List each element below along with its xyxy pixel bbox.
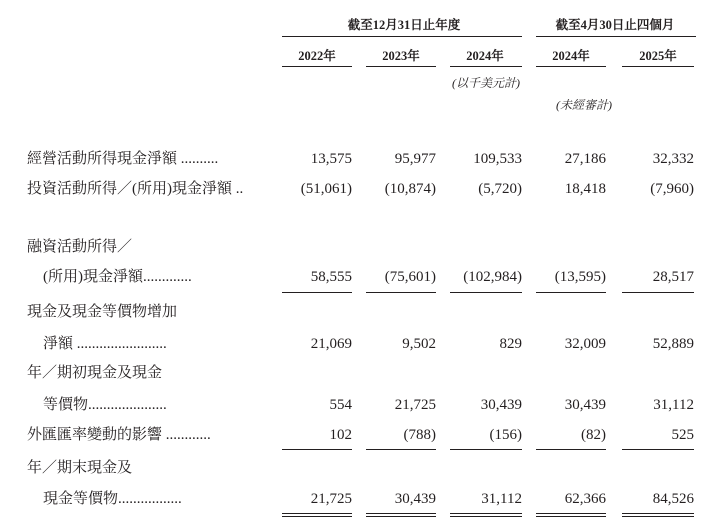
header-year-2024: 2024年 [466,49,504,63]
row-label-net-increase-1: 現金及現金等價物增加 [27,304,178,320]
cell-investing-2023: (10,874) [384,181,436,197]
header-group-annual-rule [282,36,522,37]
header-year-rule-3 [450,66,522,67]
header-group-interim-rule [536,36,696,37]
cell-closing-cash-2022: 21,725 [310,491,352,507]
closing-top-rule-5 [622,449,694,450]
row-label-investing: 投資活動所得／(所用)現金淨額 .. [27,181,244,197]
cell-closing-cash-2023: 30,439 [394,491,436,507]
cell-fx-effect-2023: (788) [403,427,436,443]
header-year-rule-2 [366,66,436,67]
cell-operating-2025-interim: 32,332 [652,151,694,167]
total-rule-b-1 [282,516,352,517]
header-year-rule-5 [622,66,694,67]
cell-net-increase-2023: 9,502 [402,336,436,352]
cell-net-increase-2025-interim: 52,889 [652,336,694,352]
cell-fx-effect-2024: (156) [489,427,522,443]
cell-opening-cash-2022: 554 [329,397,352,413]
row-label-closing-cash-2: 現金等價物................. [43,491,182,507]
cell-fx-effect-2025-interim: 525 [671,427,694,443]
cell-operating-2023: 95,977 [394,151,436,167]
total-rule-b-2 [366,516,436,517]
closing-top-rule-2 [366,449,436,450]
cell-operating-2024: 109,533 [473,151,522,167]
cell-net-increase-2022: 21,069 [310,336,352,352]
cell-closing-cash-2024: 31,112 [481,491,522,507]
cell-closing-cash-2025-interim: 84,526 [652,491,694,507]
cell-opening-cash-2024-interim: 30,439 [564,397,606,413]
cell-net-increase-2024: 829 [499,336,522,352]
cell-financing-2022: 58,555 [310,269,352,285]
total-rule-a-5 [622,513,694,514]
cell-investing-2025-interim: (7,960) [650,181,694,197]
cell-operating-2022: 13,575 [310,151,352,167]
total-rule-a-3 [450,513,522,514]
cell-fx-effect-2024-interim: (82) [581,427,606,443]
cell-financing-2025-interim: 28,517 [652,269,694,285]
unit-note: (以千美元計) [452,76,520,90]
subtotal-rule-1 [282,292,352,293]
unaudited-note: (未經審計) [556,98,612,112]
header-year-2024-interim: 2024年 [552,49,590,63]
header-group-annual: 截至12月31日止年度 [347,18,461,32]
total-rule-b-3 [450,516,522,517]
row-label-net-increase-2: 淨額 ........................ [43,336,167,352]
row-label-financing-2: (所用)現金淨額............. [43,269,192,285]
subtotal-rule-5 [622,292,694,293]
row-label-fx-effect: 外匯匯率變動的影響 ............ [27,427,211,443]
row-label-financing-1: 融資活動所得／ [27,239,133,255]
subtotal-rule-2 [366,292,436,293]
subtotal-rule-4 [536,292,606,293]
cell-fx-effect-2022: 102 [329,427,352,443]
total-rule-a-4 [536,513,606,514]
closing-top-rule-4 [536,449,606,450]
header-year-2022: 2022年 [298,49,336,63]
cell-financing-2024-interim: (13,595) [554,269,606,285]
cell-closing-cash-2024-interim: 62,366 [564,491,606,507]
row-label-opening-cash-2: 等價物..................... [43,397,167,413]
total-rule-a-1 [282,513,352,514]
cell-net-increase-2024-interim: 32,009 [564,336,606,352]
cell-financing-2024: (102,984) [463,269,522,285]
cell-operating-2024-interim: 27,186 [564,151,606,167]
cell-financing-2023: (75,601) [384,269,436,285]
cell-investing-2024-interim: 18,418 [564,181,606,197]
closing-top-rule-3 [450,449,522,450]
cell-investing-2024: (5,720) [478,181,522,197]
total-rule-b-4 [536,516,606,517]
total-rule-a-2 [366,513,436,514]
subtotal-rule-3 [450,292,522,293]
header-group-interim: 截至4月30日止四個月 [555,18,675,32]
header-year-rule-4 [536,66,606,67]
header-year-2025-interim: 2025年 [639,49,677,63]
closing-top-rule-1 [282,449,352,450]
header-year-2023: 2023年 [382,49,420,63]
cell-investing-2022: (51,061) [300,181,352,197]
cell-opening-cash-2023: 21,725 [394,397,436,413]
header-year-rule-1 [282,66,352,67]
row-label-opening-cash-1: 年／期初現金及現金 [27,365,163,381]
cell-opening-cash-2024: 30,439 [480,397,522,413]
row-label-operating: 經營活動所得現金淨額 .......... [27,151,219,167]
row-label-closing-cash-1: 年／期末現金及 [27,460,133,476]
total-rule-b-5 [622,516,694,517]
cell-opening-cash-2025-interim: 31,112 [653,397,694,413]
